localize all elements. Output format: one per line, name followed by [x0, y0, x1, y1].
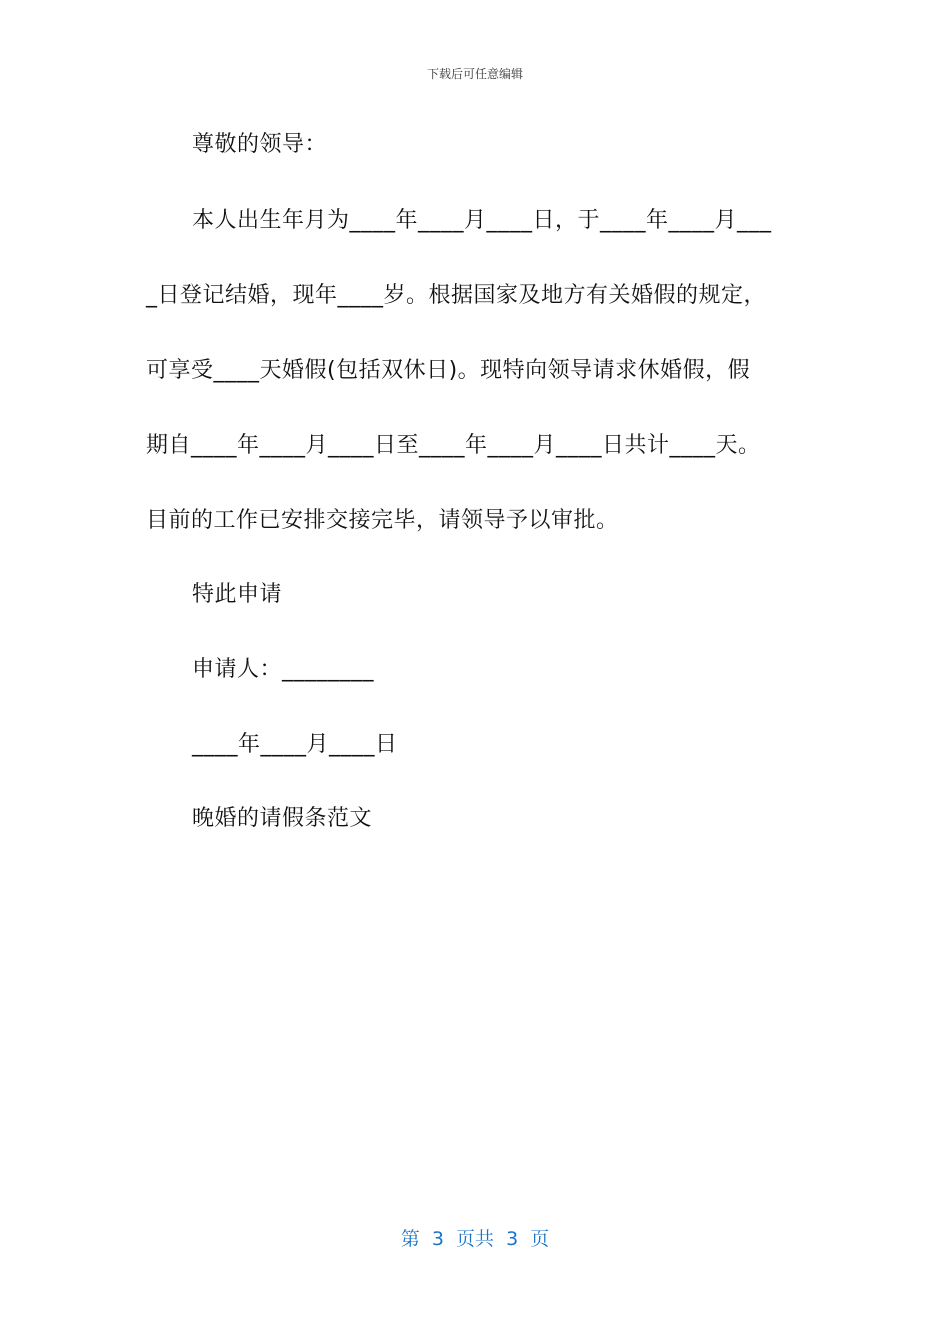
next-section-title: 晚婚的请假条范文: [192, 806, 373, 831]
paragraph-line-5: 目前的工作已安排交接完毕，请领导予以审批。: [146, 508, 619, 533]
paragraph-line-4: 期自____年____月____日至____年____月____日共计____天。: [146, 433, 761, 458]
page-header: 下载后可任意编辑: [426, 67, 523, 81]
paragraph-line-2: _日登记结婚，现年____岁。根据国家及地方有关婚假的规定，: [146, 283, 767, 308]
applicant-line: 申请人：________: [192, 657, 375, 682]
paragraph-line-1: 本人出生年月为____年____月____日，于____年____月___: [192, 208, 772, 233]
salutation: 尊敬的领导：: [192, 132, 328, 157]
date-line: ____年____月____日: [192, 732, 398, 757]
closing: 特此申请: [192, 582, 283, 607]
paragraph-line-3: 可享受____天婚假(包括双休日)。现特向领导请求休婚假，假: [146, 358, 751, 383]
page-number-footer: 第 3 页共 3 页: [400, 1228, 550, 1250]
